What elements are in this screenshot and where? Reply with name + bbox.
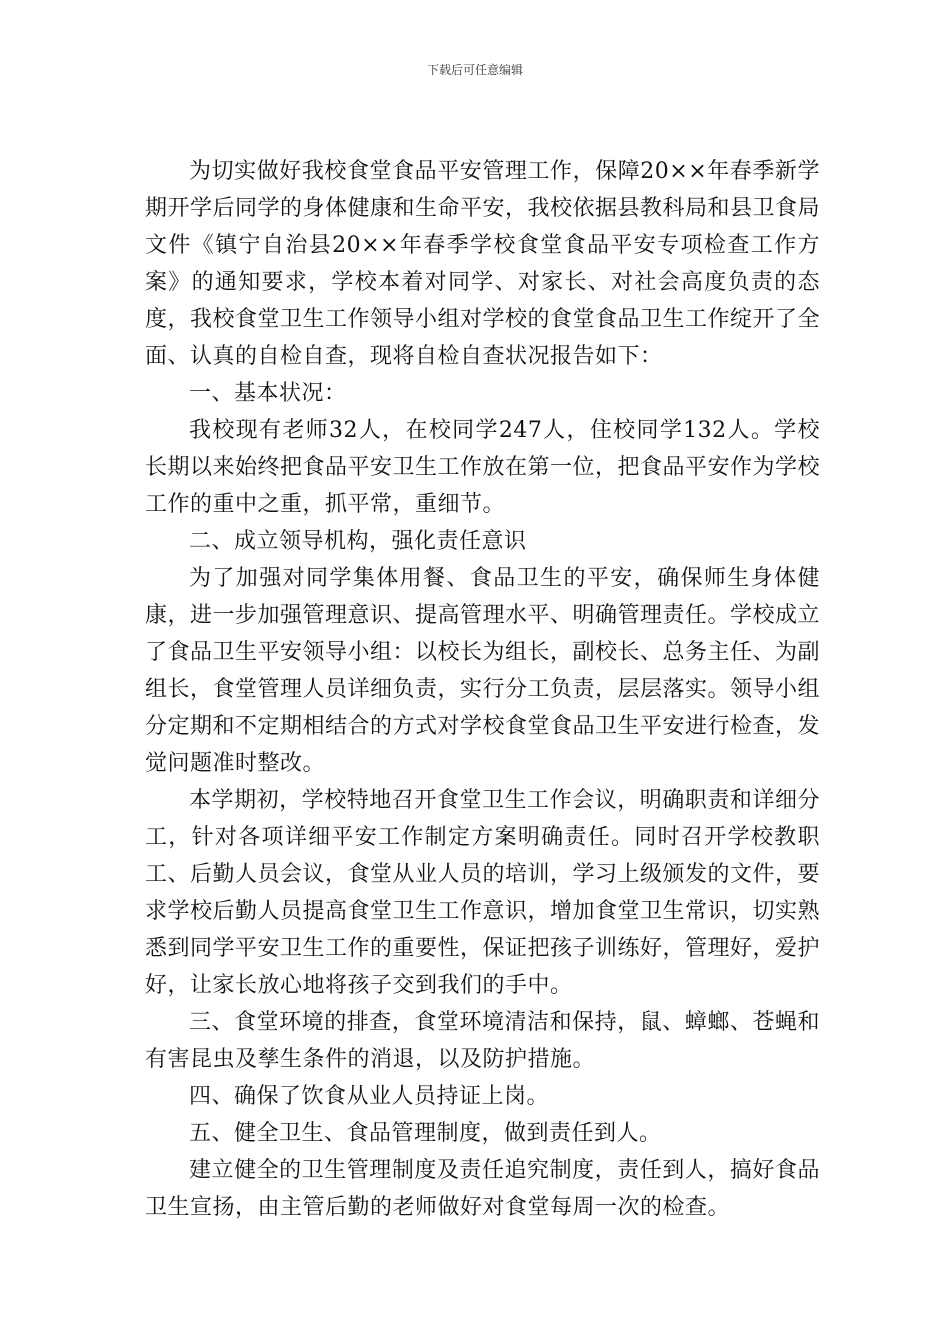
paragraph-basic-situation: 我校现有老师32人，在校同学247人，住校同学132人。学校长期以来始终把食品平安卫生工作放在第一位，把食品平安作为学校工作的重中之重，抓平常，重细节。 (145, 418, 821, 517)
document-body (145, 153, 820, 1226)
heading-leadership: 二、成立领导机构，强化责任意识 (189, 529, 527, 554)
heading-certification: 四、确保了饮食从业人员持证上岗。 (189, 1084, 550, 1109)
heading-management-system: 五、健全卫生、食品管理制度，做到责任到人。 (189, 1121, 662, 1146)
paragraph-leadership: 为了加强对同学集体用餐、食品卫生的平安，确保师生身体健康，进一步加强管理意识、提高管理水平、明确管理责任。学校成立了食品卫生平安领导小组：以校长为组长，副校长、总务主任、为副组长，食堂管理人员详细负责，实行分工负责，层层落实。领导小组分定期和不定期相结合的方式对学校食堂食品卫生平安进行检查，发觉问题准时整改。 (145, 566, 821, 776)
paragraph-intro: 为切实做好我校食堂食品平安管理工作，保障20××年春季新学期开学后同学的身体健康和生命平安，我校依据县教科局和县卫食局文件《镇宁自治县20××年春季学校食堂食品平安专项检查工作方案》的通知要求，学校本着对同学、对家长、对社会高度负责的态度，我校食堂卫生工作领导小组对学校的食堂食品卫生工作绽开了全面、认真的自检自查，现将自检自查状况报告如下： (145, 159, 821, 369)
heading-basic-situation: 一、基本状况： (189, 381, 347, 406)
heading-environment: 三、食堂环境的排查，食堂环境清洁和保持，鼠、蟑螂、苍蝇和有害昆虫及孳生条件的消退，以及防护措施。 (145, 1010, 820, 1072)
paragraph-management-system: 建立健全的卫生管理制度及责任追究制度，责任到人，搞好食品卫生宣扬，由主管后勤的老师做好对食堂每周一次的检查。 (145, 1158, 820, 1220)
paragraph-semester-start: 本学期初，学校特地召开食堂卫生工作会议，明确职责和详细分工，针对各项详细平安工作制定方案明确责任。同时召开学校教职工、后勤人员会议，食堂从业人员的培训，学习上级颁发的文件，要求学校后勤人员提高食堂卫生工作意识，增加食堂卫生常识，切实熟悉到同学平安卫生工作的重要性，保证把孩子训练好，管理好，爱护好，让家长放心地将孩子交到我们的手中。 (145, 788, 821, 998)
page-header-note: 下载后可任意编辑 (426, 63, 523, 77)
